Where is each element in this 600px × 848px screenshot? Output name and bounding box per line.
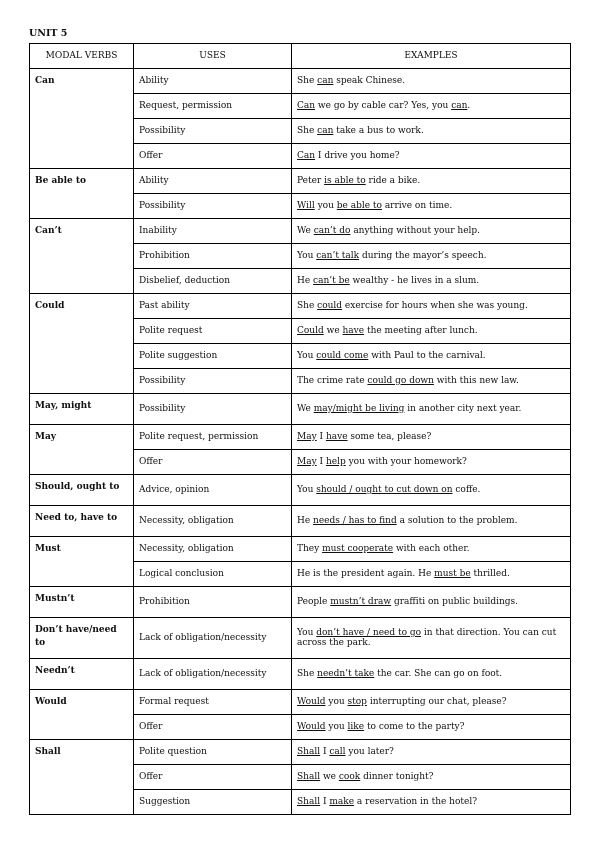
use-cell: Possibility — [134, 369, 292, 394]
modal-form-underlined: stop — [347, 697, 367, 707]
modal-form-underlined: could come — [316, 351, 369, 361]
modal-form-underlined: can — [317, 76, 334, 86]
example-text: The crime rate — [297, 376, 368, 386]
use-cell: Advice, opinion — [134, 475, 292, 506]
example-cell — [292, 690, 571, 715]
example-cell — [292, 659, 571, 690]
modal-form-underlined: is able to — [324, 176, 366, 186]
example-text: speak Chinese. — [333, 76, 406, 86]
use-cell: Disbelief, deduction — [134, 269, 292, 294]
example-text: thrilled. — [470, 569, 510, 579]
modal-verb-cell: Need to, have to — [30, 506, 134, 537]
use-cell: Possibility — [134, 194, 292, 219]
table-row — [30, 690, 571, 715]
example-cell — [292, 369, 571, 394]
modal-form-underlined: could go down — [367, 376, 434, 386]
use-cell: Lack of obligation/necessity — [134, 659, 292, 690]
example-text: to come to the party? — [364, 722, 465, 732]
header-modal-verbs: MODAL VERBS — [30, 44, 134, 69]
header-examples: EXAMPLES — [292, 44, 571, 69]
example-cell — [292, 506, 571, 537]
modal-verb-cell: Should, ought to — [30, 475, 134, 506]
example-cell — [292, 269, 571, 294]
modal-form-underlined: may/might be living — [313, 404, 405, 414]
example-text: You — [297, 485, 317, 495]
example-cell — [292, 618, 571, 659]
example-text: you later? — [345, 747, 394, 757]
modal-form-underlined: can’t talk — [316, 251, 360, 261]
modal-form-underlined: can — [451, 101, 468, 111]
example-cell — [292, 537, 571, 562]
modal-verb-cell: Needn’t — [30, 659, 134, 690]
example-text: some tea, please? — [347, 432, 432, 442]
example-cell — [292, 450, 571, 475]
modal-form-underlined: must be — [434, 569, 471, 579]
example-text: He — [297, 516, 314, 526]
use-cell: Offer — [134, 450, 292, 475]
example-text: with this new law. — [433, 376, 519, 386]
modal-verb-cell: May, might — [30, 394, 134, 425]
modal-form-underlined: needn’t take — [317, 669, 375, 679]
example-cell — [292, 119, 571, 144]
example-cell — [292, 294, 571, 319]
use-cell: Inability — [134, 219, 292, 244]
example-text: in another city next year. — [404, 404, 522, 414]
example-text: during the mayor’s speech. — [359, 251, 487, 261]
example-text: She — [297, 126, 318, 136]
example-text: I — [320, 797, 330, 807]
example-text: you — [325, 697, 348, 707]
example-text: graffiti on public buildings. — [391, 597, 519, 607]
use-cell: Formal request — [134, 690, 292, 715]
example-text: You — [297, 628, 317, 638]
example-cell — [292, 715, 571, 740]
use-cell: Necessity, obligation — [134, 537, 292, 562]
use-cell: Polite question — [134, 740, 292, 765]
use-cell: Offer — [134, 715, 292, 740]
example-cell — [292, 94, 571, 119]
example-cell — [292, 144, 571, 169]
example-text: take a bus to work. — [333, 126, 424, 136]
example-text: arrive on time. — [381, 201, 453, 211]
modal-form-underlined: like — [347, 722, 365, 732]
example-text: exercise for hours when she was young. — [342, 301, 528, 311]
example-cell — [292, 425, 571, 450]
example-cell — [292, 790, 571, 815]
modal-verb-cell: Shall — [30, 740, 134, 815]
modal-form-underlined: have — [325, 432, 348, 442]
use-cell: Offer — [134, 765, 292, 790]
example-text: She — [297, 76, 318, 86]
use-cell: Suggestion — [134, 790, 292, 815]
example-text: People — [297, 597, 331, 607]
example-text: wealthy - he lives in a slum. — [349, 276, 480, 286]
example-text: the meeting after lunch. — [364, 326, 478, 336]
table-row — [30, 219, 571, 244]
use-cell: Possibility — [134, 394, 292, 425]
example-text: You — [297, 251, 317, 261]
example-text: She — [297, 669, 318, 679]
use-cell: Past ability — [134, 294, 292, 319]
use-cell: Prohibition — [134, 587, 292, 618]
example-cell — [292, 219, 571, 244]
use-cell: Ability — [134, 169, 292, 194]
modal-form-underlined: can’t do — [313, 226, 351, 236]
example-text: He — [297, 276, 314, 286]
example-cell — [292, 562, 571, 587]
table-row — [30, 394, 571, 425]
use-cell: Offer — [134, 144, 292, 169]
example-text: I — [320, 747, 330, 757]
modal-form-underlined: Shall — [297, 772, 321, 782]
example-text: dinner tonight? — [360, 772, 434, 782]
modal-form-underlined: cook — [338, 772, 361, 782]
example-text: we — [320, 772, 339, 782]
example-cell — [292, 69, 571, 94]
example-text: You — [297, 351, 317, 361]
example-text: you — [325, 722, 348, 732]
example-cell — [292, 475, 571, 506]
modal-verb-cell: May — [30, 425, 134, 475]
example-text: with each other. — [393, 544, 470, 554]
example-text: ride a bike. — [365, 176, 421, 186]
example-cell — [292, 244, 571, 269]
table-body — [30, 69, 571, 815]
example-text: you — [314, 201, 337, 211]
example-text: with Paul to the carnival. — [368, 351, 486, 361]
example-text: you with your homework? — [345, 457, 467, 467]
modal-form-underlined: Can — [297, 151, 316, 161]
example-cell — [292, 319, 571, 344]
modal-form-underlined: needs / has to find — [313, 516, 397, 526]
example-cell — [292, 740, 571, 765]
example-text: We — [297, 226, 314, 236]
modal-form-underlined: Can — [297, 101, 316, 111]
modal-verb-cell: Must — [30, 537, 134, 587]
modal-verb-cell: Could — [30, 294, 134, 394]
example-cell — [292, 344, 571, 369]
table-header-row — [30, 44, 571, 69]
modal-form-underlined: must cooperate — [322, 544, 394, 554]
modal-form-underlined: help — [325, 457, 346, 467]
use-cell: Necessity, obligation — [134, 506, 292, 537]
table-row — [30, 618, 571, 659]
use-cell: Possibility — [134, 119, 292, 144]
modal-verb-cell: Don’t have/need to — [30, 618, 134, 659]
example-cell — [292, 765, 571, 790]
modal-form-underlined: can’t be — [313, 276, 350, 286]
modal-form-underlined: May — [297, 457, 317, 467]
table-row — [30, 169, 571, 194]
modal-verb-cell: Would — [30, 690, 134, 740]
table-row — [30, 659, 571, 690]
example-text: I drive you home? — [315, 151, 400, 161]
example-cell — [292, 394, 571, 425]
use-cell: Ability — [134, 69, 292, 94]
example-cell — [292, 587, 571, 618]
example-cell — [292, 194, 571, 219]
example-cell — [292, 169, 571, 194]
header-uses: USES — [134, 44, 292, 69]
modal-form-underlined: mustn’t draw — [330, 597, 392, 607]
modal-form-underlined: Could — [297, 326, 324, 336]
modal-form-underlined: don’t have / need to go — [316, 628, 422, 638]
use-cell: Polite request, permission — [134, 425, 292, 450]
modal-form-underlined: Shall — [297, 747, 321, 757]
modal-form-underlined: Will — [297, 201, 315, 211]
example-text: She — [297, 301, 318, 311]
modal-verb-cell: Can — [30, 69, 134, 169]
example-text: They — [297, 544, 323, 554]
unit-title: UNIT 5 — [29, 28, 68, 39]
use-cell: Polite suggestion — [134, 344, 292, 369]
modal-form-underlined: May — [297, 432, 317, 442]
modal-form-underlined: should / ought to cut down on — [316, 485, 453, 495]
modal-form-underlined: could — [317, 301, 343, 311]
modal-form-underlined: Would — [297, 697, 326, 707]
modal-verbs-table — [29, 43, 571, 815]
table-row — [30, 69, 571, 94]
example-text: we — [323, 326, 343, 336]
example-text: We — [297, 404, 314, 414]
modal-form-underlined: can — [317, 126, 334, 136]
example-text: a solution to the problem. — [396, 516, 518, 526]
example-text: . — [467, 101, 471, 111]
table-row — [30, 425, 571, 450]
table-row — [30, 294, 571, 319]
modal-form-underlined: make — [329, 797, 355, 807]
use-cell: Polite request — [134, 319, 292, 344]
modal-verb-cell: Can’t — [30, 219, 134, 294]
table-row — [30, 506, 571, 537]
example-text: in that direction. You can cut across the park. — [297, 628, 557, 648]
example-text: He is the president again. He — [297, 569, 435, 579]
example-text: I — [316, 457, 326, 467]
use-cell: Request, permission — [134, 94, 292, 119]
table-row — [30, 475, 571, 506]
modal-verb-cell: Mustn’t — [30, 587, 134, 618]
example-text: Peter — [297, 176, 325, 186]
modal-form-underlined: Shall — [297, 797, 321, 807]
example-text: we go by cable car? Yes, you — [315, 101, 452, 111]
modal-form-underlined: Would — [297, 722, 326, 732]
modal-form-underlined: be able to — [336, 201, 382, 211]
modal-form-underlined: call — [329, 747, 346, 757]
table-row — [30, 740, 571, 765]
table-row — [30, 587, 571, 618]
example-text: I — [316, 432, 326, 442]
example-text: a reservation in the hotel? — [354, 797, 478, 807]
example-text: anything without your help. — [350, 226, 481, 236]
example-text: the car. She can go on foot. — [374, 669, 503, 679]
use-cell: Logical conclusion — [134, 562, 292, 587]
example-text: coffe. — [452, 485, 481, 495]
use-cell: Prohibition — [134, 244, 292, 269]
example-text: interrupting our chat, please? — [366, 697, 507, 707]
modal-form-underlined: have — [342, 326, 365, 336]
use-cell: Lack of obligation/necessity — [134, 618, 292, 659]
modal-verb-cell: Be able to — [30, 169, 134, 219]
table-row — [30, 537, 571, 562]
